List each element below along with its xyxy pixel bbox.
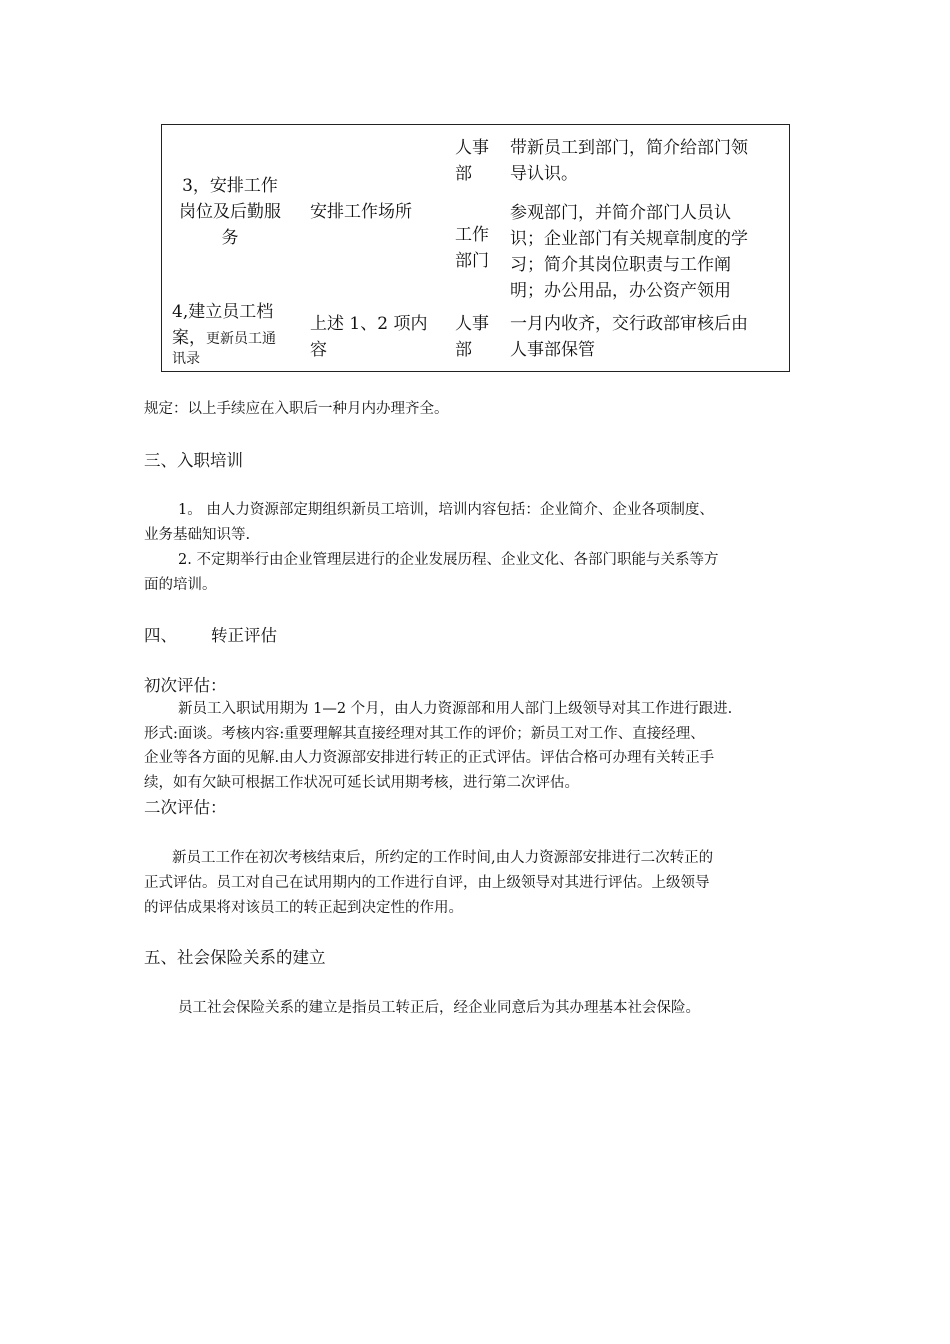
row4-content — [310, 311, 427, 363]
procedure-table — [161, 124, 790, 372]
rule-note: 规定：以上手续应在入职后一种月内办理齐全。 — [144, 401, 449, 417]
row3-desc2 — [510, 200, 748, 304]
row3-dept1-line: 部 — [455, 164, 472, 184]
row3-desc2-line: 识；企业部门有关规章制度的学 — [510, 229, 748, 249]
row4-dept-line: 人事 — [455, 314, 489, 334]
first-eval-line: 形式:面谈。考核内容:重要理解其直接经理对其工作的评价；新员工对工作、直接经理、 — [144, 726, 705, 742]
second-eval-title: 二次评估： — [144, 798, 227, 817]
row3-desc1 — [510, 135, 748, 187]
section5-p1: 员工社会保险关系的建立是指员工转正后，经企业同意后为其办理基本社会保险。 — [178, 1000, 700, 1016]
row4-step-line2b: 更新员工通 — [206, 331, 276, 347]
row4-dept-line: 部 — [455, 340, 472, 360]
section3-p1-line2: 业务基础知识等. — [144, 527, 251, 543]
section3-p1-line1: 1。 由人力资源部定期组织新员工培训，培训内容包括：企业简介、企业各项制度、 — [178, 502, 714, 518]
section3-p2-line1: 2. 不定期举行由企业管理层进行的企业发展历程、企业文化、各部门职能与关系等方 — [178, 552, 719, 568]
second-eval-line: 的评估成果将对该员工的转正起到决定性的作用。 — [144, 900, 463, 916]
row3-step-line: 3，安排工作 — [182, 176, 278, 196]
row3-dept1 — [455, 135, 489, 187]
row3-dept1-line: 人事 — [455, 138, 489, 158]
row4-content-line: 容 — [310, 340, 327, 360]
second-eval-line: 正式评估。员工对自己在试用期内的工作进行自评，由上级领导对其进行评估。上级领导 — [144, 875, 710, 891]
row3-desc2-line: 参观部门，并简介部门人员认 — [510, 203, 731, 223]
row4-step-cell — [172, 299, 302, 369]
row3-desc1-line: 导认识。 — [510, 164, 578, 184]
first-eval-line: 新员工入职试用期为 1—2 个月，由人力资源部和用人部门上级领导对其工作进行跟进. — [178, 701, 733, 717]
first-eval-line: 续，如有欠缺可根据工作状况可延长试用期考核，进行第二次评估。 — [144, 775, 579, 791]
row4-content-line: 上述 1、2 项内 — [310, 314, 428, 334]
row3-step-line: 务 — [221, 228, 239, 248]
row3-dept2-line: 部门 — [455, 251, 489, 271]
row3-dept2-line: 工作 — [455, 225, 489, 245]
second-eval-line: 新员工工作在初次考核结束后，所约定的工作时间,由人力资源部安排进行二次转正的 — [172, 850, 714, 866]
first-eval-line: 企业等各方面的见解.由人力资源部安排进行转正的正式评估。评估合格可办理有关转正手 — [144, 750, 715, 766]
section3-heading: 三、入职培训 — [144, 451, 243, 470]
section5-heading: 五、社会保险关系的建立 — [144, 948, 326, 967]
row4-desc-line: 一月内收齐，交行政部审核后由 — [510, 314, 748, 334]
section3-p2-line2: 面的培训。 — [144, 577, 217, 593]
row4-step-line3: 讯录 — [172, 351, 200, 367]
row3-dept2 — [455, 222, 489, 274]
row4-step-line2a: 案， — [172, 328, 206, 348]
row4-dept — [455, 311, 489, 363]
row3-desc2-line: 习；简介其岗位职责与工作阐 — [510, 255, 731, 275]
row3-desc2-line: 明；办公用品，办公资产领用 — [510, 281, 731, 301]
first-eval-title: 初次评估： — [144, 676, 227, 695]
row3-step-line: 岗位及后勤服 — [179, 202, 281, 222]
row4-desc-line: 人事部保管 — [510, 340, 595, 360]
row3-desc1-line: 带新员工到部门，简介给部门领 — [510, 138, 748, 158]
row3-step-cell — [170, 173, 290, 251]
row4-desc — [510, 311, 748, 363]
section4-heading-text: 转正评估 — [211, 626, 277, 645]
row3-content: 安排工作场所 — [310, 202, 412, 222]
section4-heading-num: 四、 — [144, 626, 177, 645]
row4-step-line1: 4,建立员工档 — [172, 302, 274, 322]
